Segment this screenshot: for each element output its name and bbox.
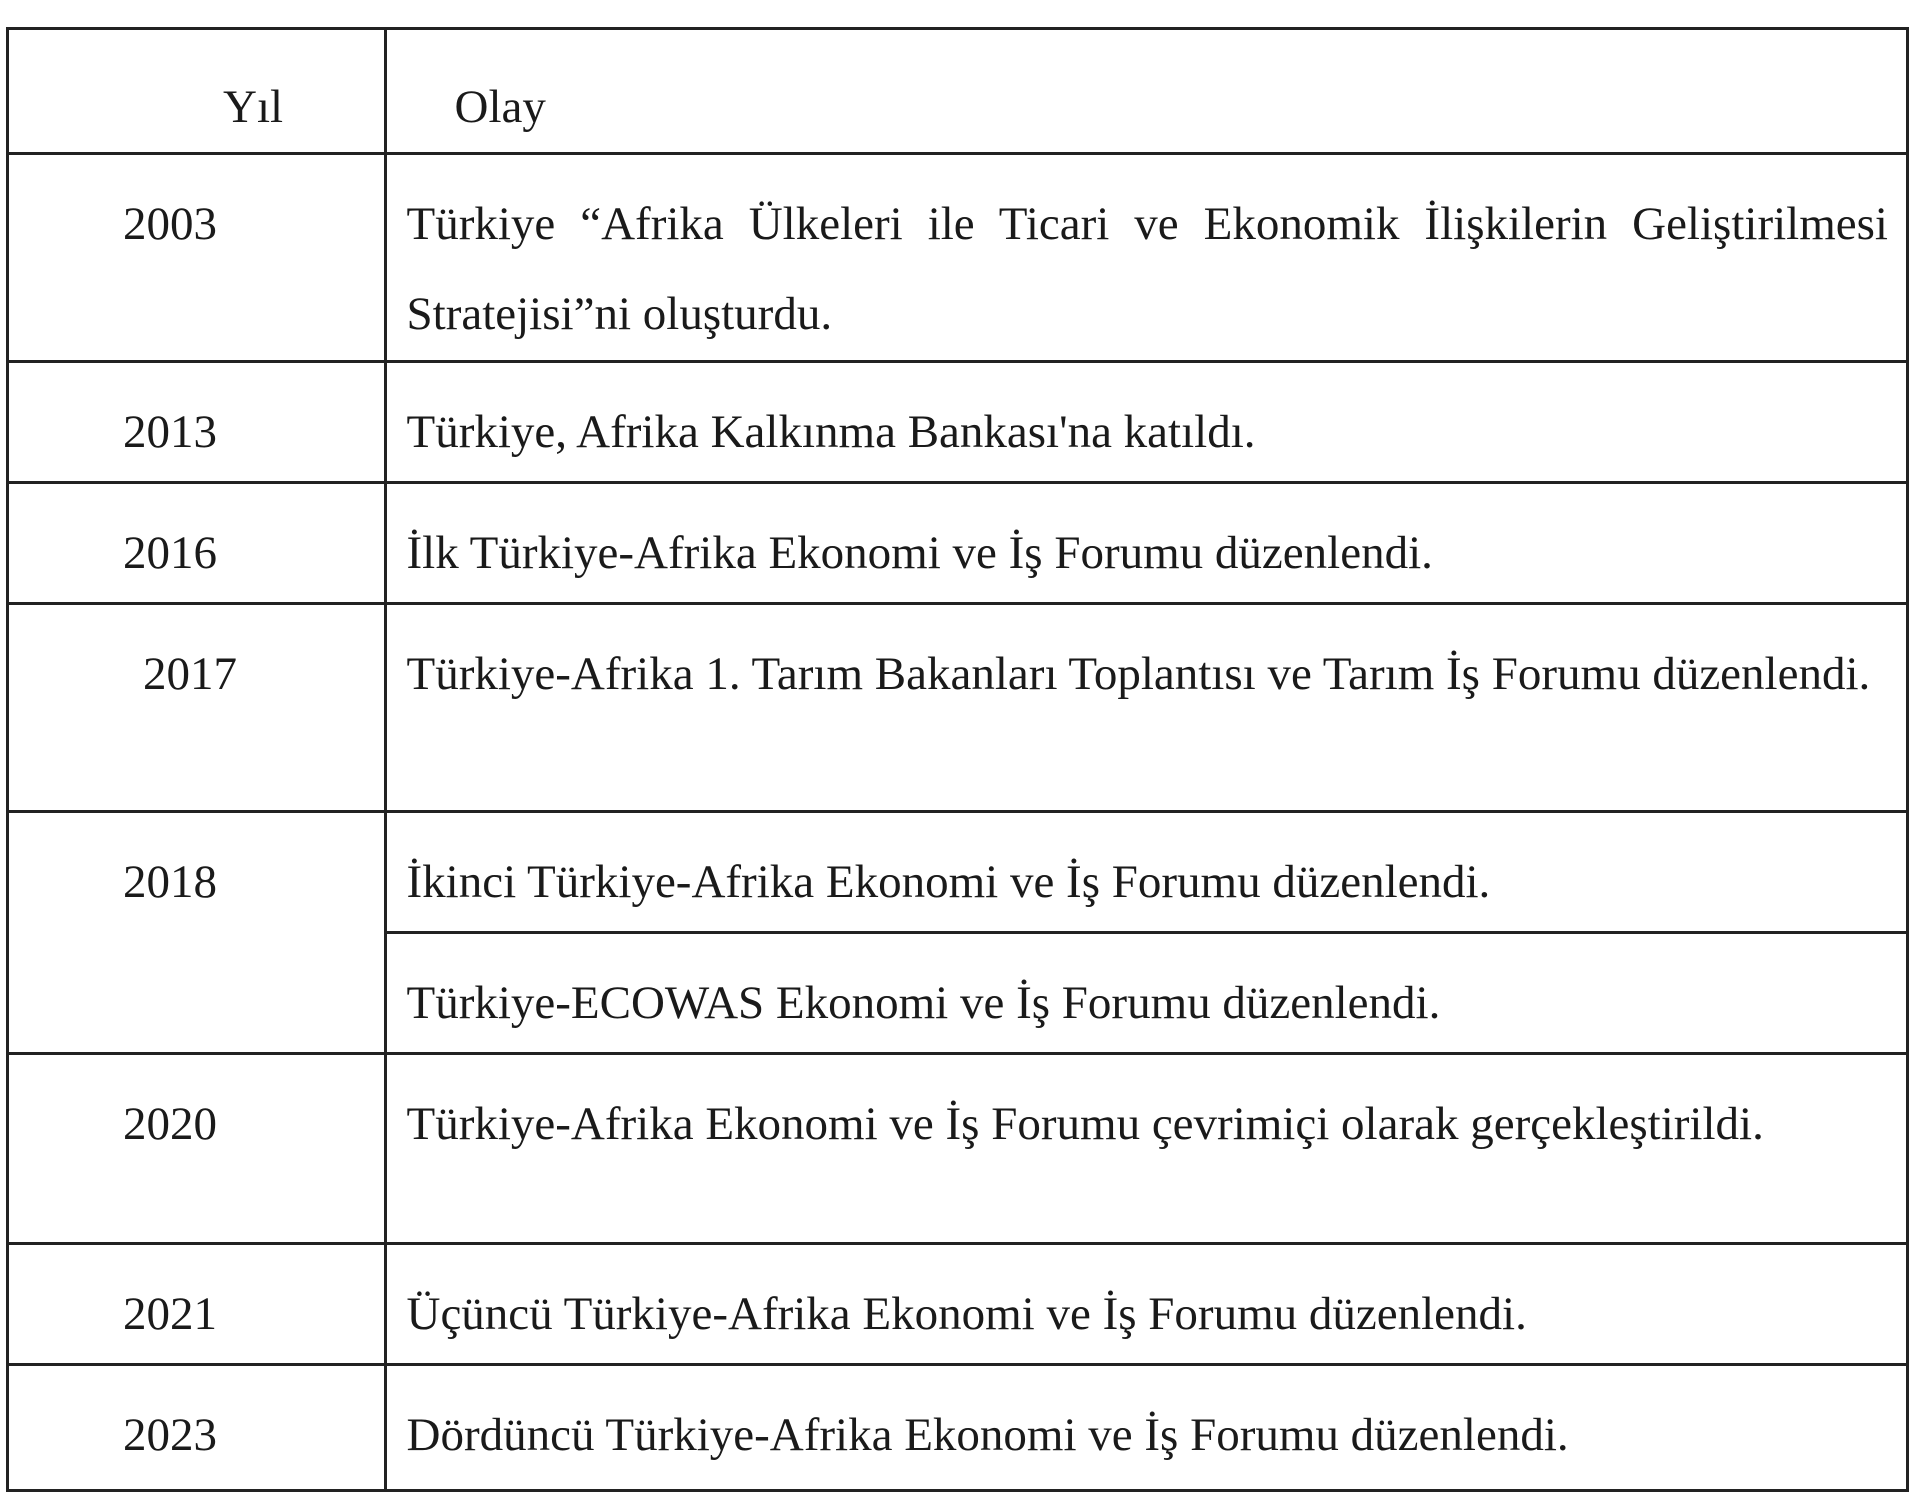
table-row: [9, 362, 1906, 483]
year-cell: 2021: [9, 1244, 385, 1365]
events-table: [9, 30, 1906, 1490]
table-row: [9, 154, 1906, 362]
event-cell: Türkiye-ECOWAS Ekonomi ve İş Forumu düzenlendi.: [385, 933, 1906, 1054]
year-cell: 2020: [9, 1054, 385, 1244]
table-row: [9, 483, 1906, 604]
event-column-header: Olay: [385, 30, 1906, 154]
table-row: [9, 1365, 1906, 1490]
table-row: [9, 812, 1906, 933]
event-cell: Türkiye-Afrika 1. Tarım Bakanları Toplantısı ve Tarım İş Forumu düzenlendi.: [385, 604, 1906, 812]
event-cell: Türkiye “Afrika Ülkeleri ile Ticari ve Ekonomik İlişkilerin Geliştirilmesi Stratejisi”ni oluşturdu.: [385, 154, 1906, 362]
year-cell: 2018: [9, 812, 385, 1054]
event-cell: İlk Türkiye-Afrika Ekonomi ve İş Forumu düzenlendi.: [385, 483, 1906, 604]
table-row: [9, 1054, 1906, 1244]
event-cell: Üçüncü Türkiye-Afrika Ekonomi ve İş Forumu düzenlendi.: [385, 1244, 1906, 1365]
year-cell: 2023: [9, 1365, 385, 1490]
table-row: [9, 604, 1906, 812]
table-row: [9, 1244, 1906, 1365]
event-cell: Türkiye, Afrika Kalkınma Bankası'na katıldı.: [385, 362, 1906, 483]
event-cell: İkinci Türkiye-Afrika Ekonomi ve İş Forumu düzenlendi.: [385, 812, 1906, 933]
timeline-table: [6, 27, 1909, 1492]
year-cell: 2013: [9, 362, 385, 483]
year-cell: 2017: [9, 604, 385, 812]
event-cell: Dördüncü Türkiye-Afrika Ekonomi ve İş Forumu düzenlendi.: [385, 1365, 1906, 1490]
header-row: [9, 30, 1906, 154]
year-column-header: Yıl: [9, 30, 385, 154]
year-cell: 2016: [9, 483, 385, 604]
year-cell: 2003: [9, 154, 385, 362]
event-cell: Türkiye-Afrika Ekonomi ve İş Forumu çevrimiçi olarak gerçekleştirildi.: [385, 1054, 1906, 1244]
